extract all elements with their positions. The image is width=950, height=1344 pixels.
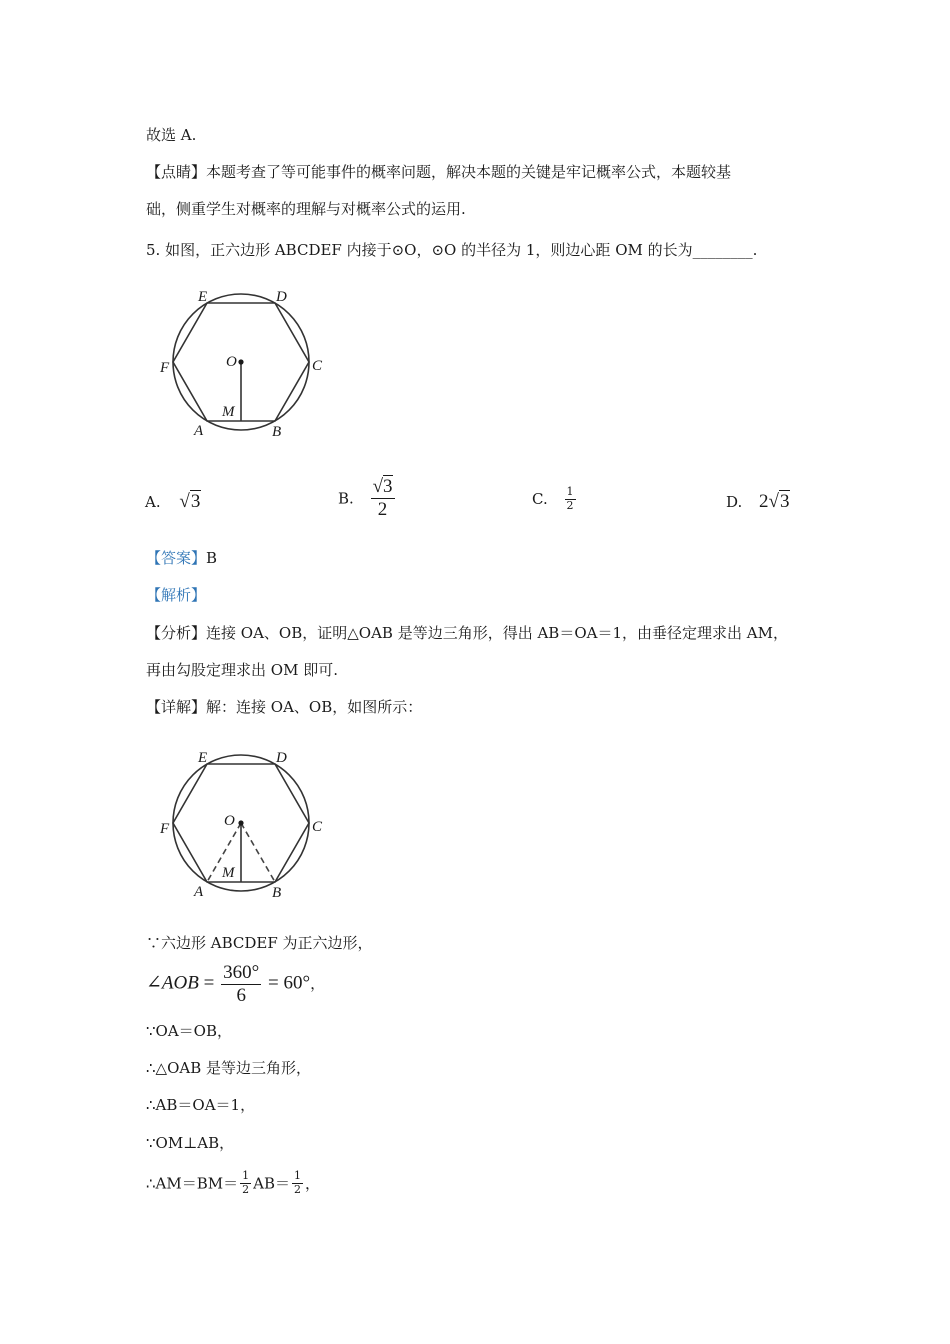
option-b-denominator: 2	[377, 498, 388, 520]
label-c: C	[312, 358, 323, 374]
step-7	[146, 1170, 320, 1196]
fenxi-text-1: 连接 OA、OB，证明△OAB 是等边三角形，得出 AB＝OA＝1，由垂径定理求出 AM，	[206, 624, 788, 642]
step-4: ∴△OAB 是等边三角形，	[146, 1059, 312, 1077]
fenxi-line-1	[146, 623, 788, 643]
label-c-2: C	[312, 819, 323, 835]
center-point	[238, 359, 243, 364]
option-d[interactable]: D. 2√3	[726, 491, 790, 512]
equals-sign: =	[203, 972, 215, 994]
label-e-2: E	[198, 750, 208, 766]
step-7-c: ，	[304, 1174, 320, 1193]
step-7-f1-den: 2	[242, 1182, 250, 1196]
question-5: 5. 如图，正六边形 ABCDEF 内接于⊙O，⊙O 的半径为 1，则边心距 OM 的长为________.	[146, 241, 758, 259]
segment-ob-dashed	[241, 823, 275, 882]
label-m: M	[222, 404, 235, 420]
label-e: E	[198, 289, 208, 305]
step-7-b: AB＝	[253, 1174, 290, 1193]
answer-value: B	[206, 549, 218, 567]
label-b: B	[272, 424, 282, 440]
line-dianjing-cont: 础，侧重学生对概率的理解与对概率公式的运用.	[146, 200, 466, 218]
fraction-denominator: 6	[236, 984, 246, 1006]
label-d-2: D	[276, 750, 287, 766]
step-7-a: ∴AM＝BM＝	[146, 1174, 239, 1193]
dianjing-tag: 【点睛】	[146, 163, 207, 181]
xiangjie-tag: 【详解】	[146, 698, 207, 716]
center-point-2	[238, 820, 243, 825]
step-7-f2-num: 1	[293, 1169, 301, 1182]
step-2-tail: ，	[310, 974, 326, 993]
dianjing-text: 本题考查了等可能事件的概率问题，解决本题的关键是牢记概率公式，本题较基	[206, 163, 732, 181]
angle-aob: ∠AOB	[146, 972, 199, 994]
label-m-2: M	[222, 865, 235, 881]
option-b-label: B.	[338, 489, 354, 508]
step-2	[146, 962, 325, 1007]
option-c[interactable]	[532, 486, 578, 512]
option-a-label: A.	[145, 493, 161, 511]
line-dianjing	[146, 162, 731, 182]
label-o-2: O	[224, 813, 235, 829]
option-b[interactable]: B. $\frac{√3}{2}$	[338, 476, 393, 520]
option-d-label: D.	[726, 493, 743, 511]
option-a-radicand: 3	[190, 491, 201, 512]
label-o: O	[226, 354, 237, 370]
hexagon-figure-1	[150, 282, 340, 442]
label-a-2: A	[194, 884, 204, 900]
xiangjie-line	[146, 697, 422, 717]
label-a: A	[194, 423, 204, 439]
step-5: ∴AB＝OA＝1，	[146, 1096, 256, 1114]
analysis-tag: 【解析】	[146, 586, 207, 604]
step-6: ∵OM⊥AB，	[146, 1134, 235, 1152]
fenxi-line-2: 再由勾股定理求出 OM 即可.	[146, 661, 338, 679]
option-d-coef: 2	[759, 491, 769, 512]
xiangjie-text: 解：连接 OA、OB，如图所示：	[206, 698, 423, 716]
option-b-num-radicand: 3	[383, 476, 393, 497]
answer-line	[146, 548, 217, 568]
fraction-numerator: 360°	[223, 962, 260, 983]
hexagon-figure-2	[150, 744, 340, 904]
step-3: ∵OA＝OB，	[146, 1022, 232, 1040]
angle-result: = 60°	[268, 972, 311, 994]
answer-tag: 【答案】	[146, 549, 207, 567]
option-a[interactable]: A. √3	[145, 491, 201, 512]
option-c-label: C.	[532, 490, 548, 509]
option-d-radicand: 3	[779, 491, 790, 512]
line-conclusion: 故选 A.	[146, 126, 197, 144]
step-1: ∵六边形 ABCDEF 为正六边形，	[146, 934, 373, 952]
label-d: D	[276, 289, 287, 305]
step-7-f2-den: 2	[293, 1182, 301, 1196]
option-c-numerator: 1	[566, 485, 574, 498]
label-f: F	[160, 360, 170, 376]
fenxi-tag: 【分析】	[146, 624, 207, 642]
step-7-f1-num: 1	[242, 1169, 250, 1182]
label-b-2: B	[272, 885, 282, 901]
label-f-2: F	[160, 821, 170, 837]
option-c-denominator: 2	[566, 498, 574, 512]
